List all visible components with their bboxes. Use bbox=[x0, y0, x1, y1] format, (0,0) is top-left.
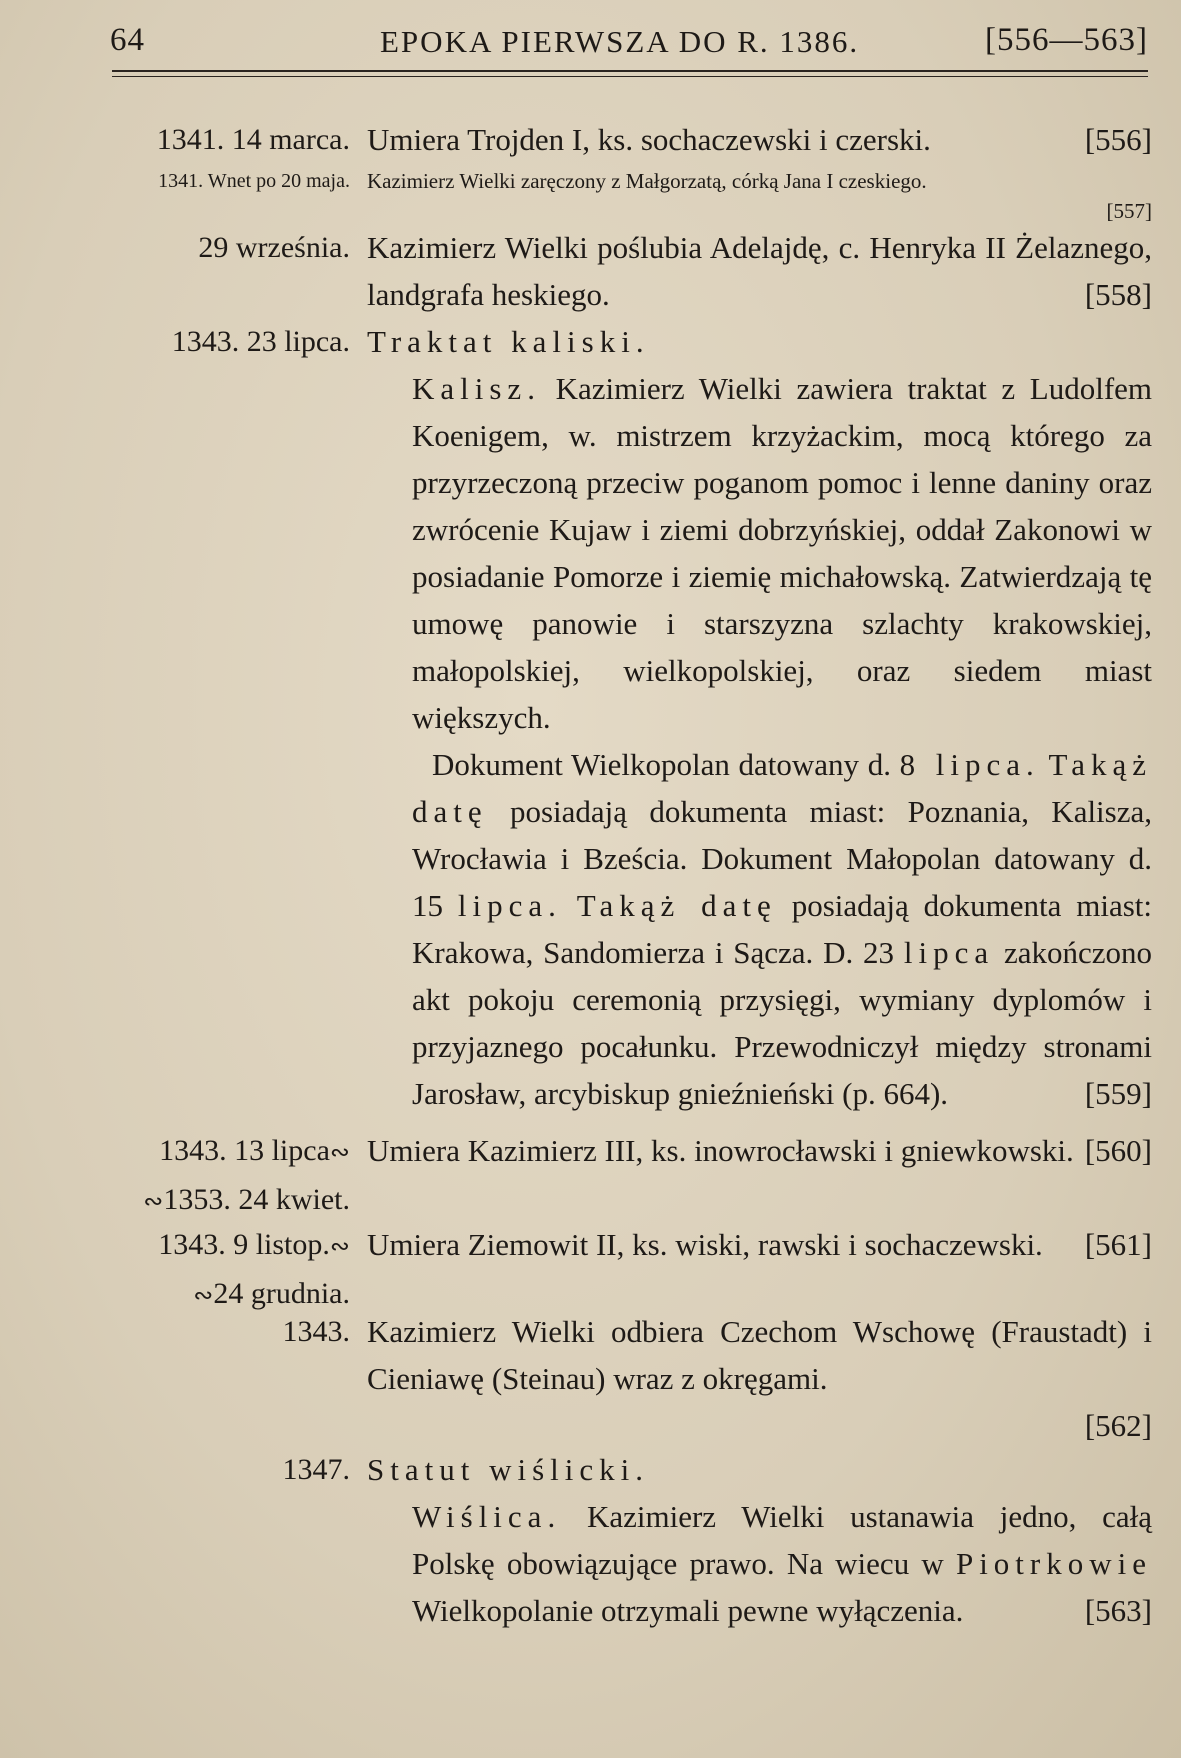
range-symbol: ∾ bbox=[329, 1138, 350, 1166]
paragraph-text: posiadają dokumenta miast: Krakowa, Sandomierza i Sącza. D. 23 bbox=[412, 888, 1153, 970]
entry-body: Umiera Kazimierz III, ks. inowrocławski i gniewkowski. bbox=[367, 1133, 1074, 1168]
emphasis: lipca. bbox=[457, 888, 562, 923]
range-symbol: ∾ bbox=[143, 1187, 164, 1215]
entry-number: [561] bbox=[1084, 1227, 1152, 1262]
entry-text bbox=[367, 166, 1152, 226]
entry-text bbox=[367, 1446, 1152, 1634]
paragraph-text: zakończono akt pokoju ceremonią przysięgi, wymiany dyplomów i przyjaznego pocałunku. Przewodniczył między stronami Jarosław, arcybiskup gnieźnieński (p. 664). bbox=[412, 935, 1153, 1111]
date-end: 24 grudnia. bbox=[213, 1277, 350, 1310]
entry-number: [562] bbox=[1084, 1408, 1152, 1443]
entry-number: [556] bbox=[1084, 122, 1152, 157]
header-range: [556—563] bbox=[985, 22, 1148, 58]
paragraph-text: Wielkopolanie otrzymali pewne wyłączenia. bbox=[412, 1593, 964, 1628]
entry-heading: Traktat kaliski. bbox=[367, 324, 650, 359]
entry-date: 1343. bbox=[282, 1315, 350, 1348]
date-start: 1343. 13 lipca bbox=[159, 1134, 330, 1167]
header-title: EPOKA PIERWSZA DO R. 1386. bbox=[380, 24, 860, 59]
running-header bbox=[110, 22, 1148, 62]
range-symbol: ∾ bbox=[329, 1232, 350, 1260]
entry-date bbox=[80, 1127, 350, 1225]
entry-date: 1341. 14 marca. bbox=[156, 123, 350, 156]
entry-text bbox=[367, 1127, 1152, 1174]
entry-date: 29 września. bbox=[198, 231, 350, 264]
entry-number: [560] bbox=[1084, 1133, 1152, 1168]
entry-number: [559] bbox=[1084, 1076, 1152, 1111]
emphasis: Takąż datę bbox=[576, 888, 777, 923]
entry-date: 1341. Wnet po 20 maja. bbox=[158, 170, 350, 192]
entry-text bbox=[367, 116, 1152, 163]
entry-body: Kazimierz Wielki zaręczony z Małgorzatą, córką Jana I czeskiego. bbox=[367, 169, 927, 193]
entry-number: [563] bbox=[1084, 1593, 1152, 1628]
place-name: Piotrkowie bbox=[955, 1546, 1153, 1581]
date-end: 1353. 24 kwiet. bbox=[163, 1183, 350, 1216]
place-name: Wiślica. bbox=[412, 1499, 562, 1534]
entry-body: Umiera Trojden I, ks. sochaczewski i czerski. bbox=[367, 122, 931, 157]
entry-date: 1347. bbox=[282, 1453, 350, 1486]
entry-date bbox=[80, 1221, 350, 1319]
entry-number: [558] bbox=[1084, 277, 1152, 312]
entry-text bbox=[367, 318, 1152, 1117]
entry-heading: Statut wiślicki. bbox=[367, 1452, 649, 1487]
paragraph-text: Dokument Wielkopolan datowany d. bbox=[432, 747, 891, 782]
entry-text bbox=[367, 1221, 1152, 1268]
header-rule bbox=[112, 70, 1148, 72]
entry-text bbox=[367, 1308, 1152, 1449]
entry-body: Umiera Ziemowit II, ks. wiski, rawski i sochaczewski. bbox=[367, 1227, 1043, 1262]
paragraph-text: Kazimierz Wielki ustanawia jedno, całą Polskę obowiązujące prawo. Na wiecu w bbox=[412, 1499, 1153, 1581]
paragraph-text: posiadają dokumenta miast: Poznania, Kalisza, Wrocławia i Bześcia. Dokument Małopolan datowany d. 15 bbox=[412, 794, 1153, 923]
entry-number: [557] bbox=[1106, 199, 1152, 223]
page-number: 64 bbox=[110, 22, 145, 58]
place-name: Kalisz. bbox=[412, 371, 541, 406]
entry-body: Kazimierz Wielki poślubia Adelajdę, c. Henryka II Żelaznego, landgrafa heskiego. bbox=[367, 230, 1152, 312]
entry-text bbox=[367, 224, 1152, 318]
range-symbol: ∾ bbox=[193, 1281, 214, 1309]
emphasis: Takąż datę bbox=[412, 747, 1153, 829]
entry-body: Kazimierz Wielki odbiera Czechom Wschowę (Fraustadt) i Cieniawę (Steinau) wraz z okręgami. bbox=[367, 1314, 1152, 1396]
emphasis: lipca bbox=[903, 935, 995, 970]
emphasis: 8 lipca. bbox=[899, 747, 1040, 782]
date-start: 1343. 9 listop. bbox=[158, 1228, 330, 1261]
paragraph-text: Kazimierz Wielki zawiera traktat z Ludolfem Koenigem, w. mistrzem krzyżackim, mocą którego za przyrzeczoną przeciw poganom pomoc i lenne daniny oraz zwrócenie Kujaw i ziemi dobrzyńskiej, oddał Zakonowi w posiadanie Pomorze i ziemię michałowską. Zatwierdzają tę umowę panowie i starszyzna szlachty krakowskiej, małopolskiej, wielkopolskiej, oraz siedem miast większych. bbox=[412, 371, 1153, 735]
header-rule-thin bbox=[112, 76, 1148, 77]
entry-date: 1343. 23 lipca. bbox=[171, 325, 350, 358]
